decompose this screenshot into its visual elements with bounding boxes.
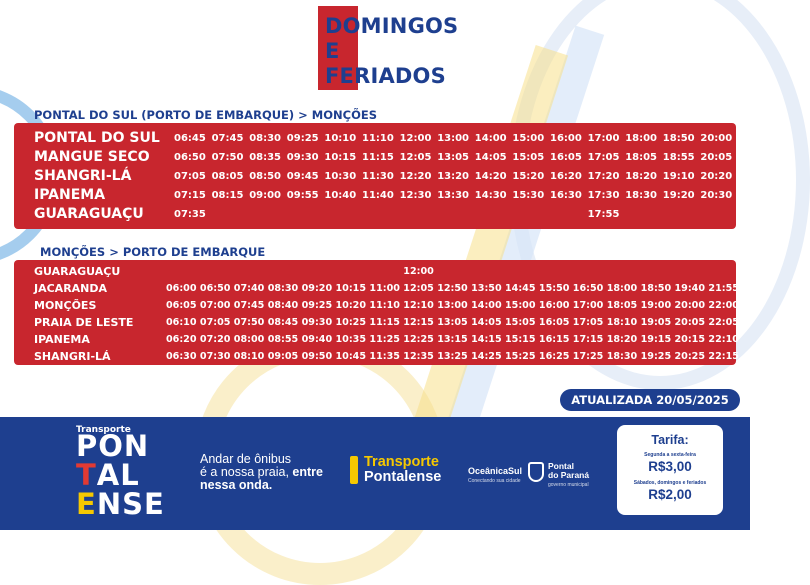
departure-time: 12:35	[403, 351, 434, 362]
departure-time: 13:50	[471, 283, 502, 294]
departure-time: 10:15	[335, 283, 367, 294]
oceanica-name: OceânicaSul	[468, 466, 523, 476]
brand-text-1: Transporte	[364, 454, 439, 470]
departure-time: 06:50	[199, 283, 231, 294]
stop-name: MANGUE SECO	[34, 149, 150, 165]
departure-time: 11:15	[362, 152, 394, 163]
departure-time: 19:00	[640, 300, 672, 311]
departure-time: 11:35	[369, 351, 400, 362]
departure-time: 12:00	[399, 133, 432, 144]
stop-row	[14, 314, 739, 331]
departure-time: 08:30	[267, 283, 299, 294]
departure-time: 15:00	[505, 300, 536, 311]
departure-time: 10:45	[335, 351, 367, 362]
logo-letter: E	[76, 487, 97, 521]
departure-time: 11:00	[369, 283, 400, 294]
departure-time: 16:00	[538, 300, 570, 311]
departure-time: 12:25	[403, 334, 434, 345]
pontal-name	[548, 462, 589, 480]
departure-time: 14:20	[474, 171, 507, 182]
stop-row	[14, 297, 739, 314]
crest-icon	[528, 462, 544, 482]
departure-time: 09:05	[267, 351, 299, 362]
departure-time: 07:20	[199, 334, 231, 345]
departure-time: 21:55	[708, 283, 739, 294]
logo-letter: A	[96, 458, 121, 492]
departure-time: 16:20	[550, 171, 582, 182]
departure-time: 07:15	[174, 190, 206, 201]
departure-time: 18:00	[606, 283, 638, 294]
departure-time: 08:45	[267, 317, 299, 328]
departure-time: 12:50	[437, 283, 468, 294]
departure-time: 08:40	[267, 300, 299, 311]
departure-time: 13:00	[437, 133, 470, 144]
departure-time: 07:45	[233, 300, 265, 311]
stop-name: IPANEMA	[34, 187, 106, 203]
departure-time: 09:25	[286, 133, 319, 144]
logo-line	[76, 458, 140, 492]
pontal-sub: governo municipal	[548, 482, 589, 488]
departure-time: 16:50	[572, 283, 604, 294]
stop-row	[14, 280, 739, 297]
departure-time: 11:40	[362, 190, 394, 201]
departure-time: 07:35	[174, 209, 206, 220]
stop-name: GUARAGUAÇU	[34, 265, 121, 278]
departure-time: 20:05	[674, 317, 706, 328]
departure-time: 19:20	[662, 190, 695, 201]
updated-badge: ATUALIZADA 20/05/2025	[560, 389, 740, 411]
departure-time: 07:40	[233, 283, 265, 294]
departure-time: 10:20	[335, 300, 367, 311]
departure-time: 14:05	[471, 317, 502, 328]
departure-time: 08:05	[211, 171, 244, 182]
departure-time: 15:50	[538, 283, 570, 294]
stop-row	[14, 167, 770, 186]
departure-time: 06:10	[166, 317, 197, 328]
logo-tag: Transporte	[76, 425, 131, 435]
departure-time: 07:05	[174, 171, 206, 182]
departure-time: 09:20	[301, 283, 333, 294]
departure-time: 08:00	[233, 334, 265, 345]
departure-time: 07:00	[199, 300, 231, 311]
departure-time: 18:20	[625, 171, 658, 182]
departure-time: 10:35	[335, 334, 367, 345]
logo-letter: N	[123, 429, 150, 463]
logo-letter: L	[120, 458, 140, 492]
stop-row	[14, 263, 736, 280]
departure-time: 17:30	[587, 190, 620, 201]
departure-time: 12:15	[403, 317, 434, 328]
departure-time: 10:30	[324, 171, 357, 182]
departure-time: 08:35	[249, 152, 282, 163]
departure-time: 18:20	[606, 334, 638, 345]
departure-time: 22:05	[708, 317, 739, 328]
departure-time: 06:05	[166, 300, 197, 311]
departure-time: 15:30	[512, 190, 545, 201]
slogan-line-2a: é a nossa praia,	[200, 465, 293, 479]
logo-letter: T	[76, 458, 97, 492]
departure-time: 17:00	[587, 133, 620, 144]
departure-time: 17:55	[587, 209, 620, 220]
stop-name: PONTAL DO SUL	[34, 130, 160, 146]
stop-row	[14, 348, 739, 365]
departure-time: 09:55	[286, 190, 319, 201]
departure-time: 12:05	[403, 283, 434, 294]
title-line: DOMINGOS	[325, 14, 459, 38]
departure-time: 16:05	[538, 317, 570, 328]
stop-name: GUARAGUAÇU	[34, 206, 144, 222]
title-line: FERIADOS	[325, 64, 446, 88]
fare-weekend-price: R$2,00	[648, 487, 692, 502]
departure-time: 10:15	[324, 152, 357, 163]
departure-time: 20:30	[700, 190, 733, 201]
departure-time: 11:30	[362, 171, 394, 182]
departure-time: 09:40	[301, 334, 333, 345]
departure-time: 12:00	[403, 266, 434, 277]
departure-time: 19:40	[674, 283, 706, 294]
departure-time: 06:00	[166, 283, 197, 294]
departure-time: 16:25	[538, 351, 570, 362]
departure-time: 09:30	[301, 317, 333, 328]
stop-row	[14, 205, 736, 224]
departure-time: 12:30	[399, 190, 432, 201]
stop-name: JACARANDA	[34, 282, 108, 295]
departure-time: 14:15	[471, 334, 502, 345]
departure-time: 09:25	[301, 300, 333, 311]
departure-time: 08:10	[233, 351, 265, 362]
departure-time: 08:15	[211, 190, 244, 201]
departure-time: 12:20	[399, 171, 432, 182]
departure-time: 14:05	[474, 152, 507, 163]
route-2-label: MONÇÕES > PORTO DE EMBARQUE	[40, 245, 266, 259]
departure-time: 17:05	[587, 152, 620, 163]
departure-time: 16:15	[538, 334, 570, 345]
departure-time: 22:00	[708, 300, 739, 311]
departure-time: 18:05	[625, 152, 658, 163]
departure-time: 13:05	[437, 152, 470, 163]
departure-time: 22:10	[708, 334, 739, 345]
departure-time: 19:25	[640, 351, 672, 362]
departure-time: 14:00	[474, 133, 507, 144]
logo-letter: O	[98, 429, 124, 463]
departure-time: 20:00	[700, 133, 733, 144]
departure-time: 18:10	[606, 317, 638, 328]
departure-time: 18:50	[662, 133, 695, 144]
stop-row	[14, 148, 770, 167]
departure-time: 23:25	[738, 190, 770, 201]
logo-letter: P	[76, 429, 99, 463]
departure-time: 08:50	[249, 171, 282, 182]
departure-time: 12:10	[403, 300, 434, 311]
departure-time: 09:50	[301, 351, 333, 362]
stop-name: MONÇÕES	[34, 299, 97, 312]
stop-row	[14, 186, 770, 205]
departure-time: 07:50	[211, 152, 244, 163]
departure-time: 15:15	[505, 334, 536, 345]
route-1-label: PONTAL DO SUL (PORTO DE EMBARQUE) > MONÇÕES	[34, 108, 378, 122]
stop-row	[14, 129, 770, 148]
departure-time: 20:15	[674, 334, 706, 345]
departure-time: 19:05	[640, 317, 672, 328]
logo-letter: S	[122, 487, 144, 521]
departure-time: 10:25	[335, 317, 367, 328]
departure-time: 18:30	[625, 190, 658, 201]
pontal-name-1: Pontal	[548, 461, 574, 471]
departure-time: 20:20	[700, 171, 733, 182]
logo-letter: E	[143, 487, 165, 521]
departure-time: 07:05	[199, 317, 231, 328]
departure-time: 14:30	[474, 190, 507, 201]
departure-time: 12:05	[399, 152, 432, 163]
departure-time: 13:30	[437, 190, 470, 201]
slogan	[200, 453, 323, 492]
departure-time: 06:50	[174, 152, 206, 163]
departure-time: 07:45	[211, 133, 244, 144]
departure-time: 18:50	[640, 283, 672, 294]
title-line: E	[325, 39, 340, 63]
departure-time: 18:55	[662, 152, 695, 163]
departure-time: 11:15	[369, 317, 400, 328]
brand-text-2: Pontalense	[364, 469, 442, 485]
departure-time: 17:05	[572, 317, 604, 328]
oceanica-sul-logo	[468, 466, 522, 484]
logo-letter: N	[96, 487, 123, 521]
departure-time: 14:45	[505, 283, 536, 294]
departure-time: 16:05	[550, 152, 582, 163]
departure-time: 11:25	[369, 334, 400, 345]
departure-time: 06:30	[166, 351, 197, 362]
departure-time: 16:30	[550, 190, 582, 201]
departure-time: 17:00	[572, 300, 604, 311]
departure-time: 23:00	[738, 133, 770, 144]
stop-name: SHANGRI-LÁ	[34, 350, 111, 363]
departure-time: 08:30	[249, 133, 282, 144]
bus-icon	[350, 456, 358, 484]
slogan-line-2b: entre	[292, 465, 323, 479]
pontal-name-2: do Paraná	[548, 470, 590, 480]
stop-name: IPANEMA	[34, 333, 90, 346]
departure-time: 19:15	[640, 334, 672, 345]
departure-time: 20:05	[700, 152, 733, 163]
stop-row	[14, 331, 739, 348]
fare-weekend-label: Sábados, domingos e feriados	[633, 480, 707, 486]
departure-time: 17:25	[572, 351, 604, 362]
departure-time: 07:30	[199, 351, 231, 362]
departure-time: 09:00	[249, 190, 282, 201]
page-title	[325, 14, 458, 89]
departure-time: 15:05	[505, 317, 536, 328]
fare-weekday-label: Segunda a sexta-feira	[644, 452, 696, 458]
departure-time: 07:50	[233, 317, 265, 328]
departure-time: 17:15	[572, 334, 604, 345]
departure-time: 23:05	[738, 152, 770, 163]
slogan-line-3: nessa onda.	[200, 478, 273, 492]
departure-time: 09:45	[286, 171, 319, 182]
departure-time: 14:00	[471, 300, 502, 311]
departure-time: 08:55	[267, 334, 299, 345]
departure-time: 20:25	[674, 351, 706, 362]
departure-time: 16:00	[550, 133, 582, 144]
departure-time: 22:15	[708, 351, 739, 362]
departure-time: 13:20	[437, 171, 470, 182]
departure-time: 14:25	[471, 351, 502, 362]
stop-name: PRAIA DE LESTE	[34, 316, 134, 329]
departure-time: 23:15	[738, 171, 770, 182]
fare-card	[617, 425, 723, 515]
departure-time: 10:40	[324, 190, 357, 201]
departure-time: 20:00	[674, 300, 706, 311]
departure-time: 13:25	[437, 351, 468, 362]
slogan-line-1: Andar de ônibus	[200, 452, 292, 466]
departure-time: 06:20	[166, 334, 197, 345]
fare-weekday-price: R$3,00	[648, 459, 692, 474]
departure-time: 15:00	[512, 133, 545, 144]
oceanica-sub: Conectando sua cidade	[468, 478, 521, 484]
departure-time: 18:00	[625, 133, 658, 144]
departure-time: 17:20	[587, 171, 620, 182]
departure-time: 13:05	[437, 317, 468, 328]
departure-time: 11:10	[369, 300, 400, 311]
departure-time: 15:05	[512, 152, 545, 163]
departure-time: 09:30	[286, 152, 319, 163]
route-2-timetable	[14, 260, 739, 365]
departure-time: 10:10	[324, 133, 357, 144]
departure-time: 13:15	[437, 334, 468, 345]
departure-time: 18:30	[606, 351, 638, 362]
departure-time: 15:20	[512, 171, 545, 182]
logo-line	[76, 487, 165, 521]
departure-time: 18:05	[606, 300, 638, 311]
departure-time: 13:00	[437, 300, 468, 311]
stop-name: SHANGRI-LÁ	[34, 168, 132, 184]
departure-time: 06:45	[174, 133, 206, 144]
departure-time: 15:25	[505, 351, 536, 362]
route-1-timetable	[14, 123, 770, 229]
fare-title: Tarifa:	[651, 433, 689, 447]
departure-time: 11:10	[362, 133, 394, 144]
departure-time: 19:10	[662, 171, 695, 182]
